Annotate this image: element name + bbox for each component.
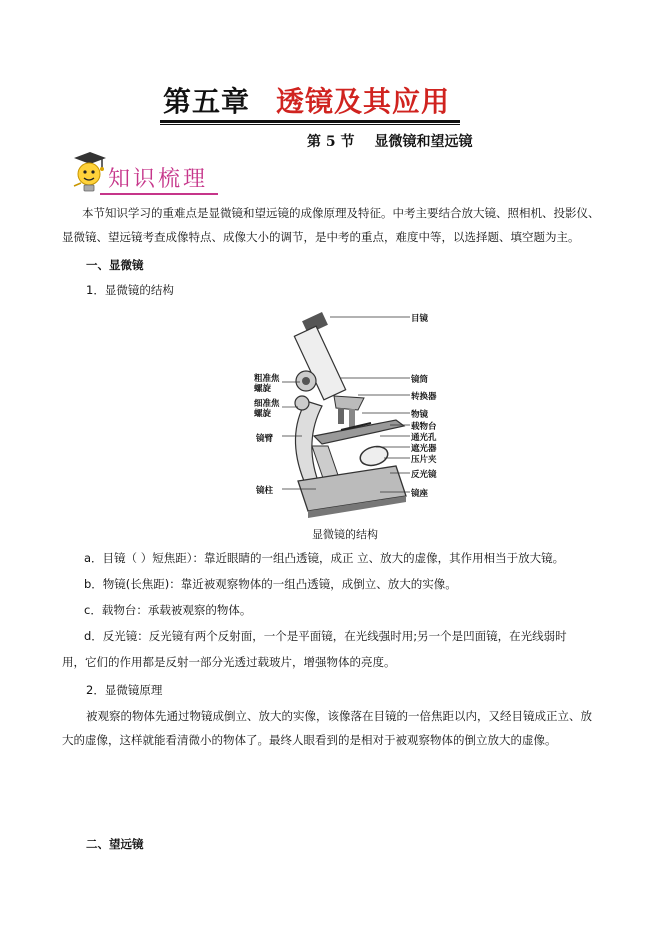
line-eyepiece: a．目镜（ ）短焦距）：靠近眼睛的一组凸透镜，成正 立、放大的虚像，其作用相当于放大镜。 [84,551,565,565]
label-nosepiece: 转换器 [411,392,437,402]
intro-paragraph-line1: 本节知识学习的重难点是显微镜和望远镜的成像原理及特征。中考主要结合放大镜、照相机、投影仪、 [82,206,600,220]
label-coarse-focus-2: 螺旋 [254,384,272,394]
knowledge-header-underline [100,193,218,195]
label-mirror: 反光镜 [411,470,437,480]
title-rule [160,120,460,123]
label-tube: 镜筒 [411,375,429,385]
principle-line2: 大的虚像，这样就能看清微小的物体了。最终人眼看到的是相对于被观察物体的倒立放大的虚像。 [62,733,557,747]
label-aperture: 通光孔 [411,433,437,443]
label-eyepiece: 目镜 [411,314,429,324]
intro-paragraph-line2: 显微镜、望远镜考查成像特点、成像大小的调节，是中考的重点，难度中等，以选择题、填空题为主。 [62,230,580,244]
label-fine-focus: 细准焦 [254,399,280,409]
title-rule-thin [160,124,460,125]
item-principle: 2．显微镜原理 [86,683,163,697]
label-leader-lines [280,310,412,500]
heading-microscope: 一、显微镜 [86,258,144,272]
knowledge-header: 知识梳理 [108,167,209,192]
label-stage: 载物台 [411,422,437,432]
figure-caption: 显微镜的结构 [312,528,378,541]
item-structure: 1．显微镜的结构 [86,283,174,297]
label-coarse-focus: 粗准焦 [254,374,280,384]
section-title [307,131,473,151]
line-objective: b．物镜(长焦距)：靠近被观察物体的一组凸透镜，成倒立、放大的实像。 [84,577,457,591]
label-fine-focus-2: 螺旋 [254,409,272,419]
label-pillar: 镜柱 [256,486,274,496]
chapter-title: 透镜及其应用 [276,85,451,118]
line-stage: c．载物台：承载被观察的物体。 [84,603,252,617]
lightbulb-graduate-icon [68,150,108,194]
heading-telescope: 二、望远镜 [86,837,144,851]
section-number: 第 5 节 [307,134,355,150]
line-mirror-1: d．反光镜：反光镜有两个反射面，一个是平面镜，在光线强时用;另一个是凹面镜，在光线弱时 [84,629,567,643]
principle-line1: 被观察的物体先通过物镜成倒立、放大的实像，该像落在目镜的一倍焦距以内，又经目镜成正立、放 [86,709,592,723]
label-diaphragm: 遮光器 [411,444,437,454]
chapter-number: 第五章 [163,85,251,118]
label-arm: 镜臂 [256,434,274,444]
section-name: 显微镜和望远镜 [374,134,473,150]
label-base: 镜座 [411,489,429,499]
line-mirror-2: 用，它们的作用都是反射一部分光透过载玻片，增强物体的亮度。 [62,655,396,669]
label-objective: 物镜 [411,410,429,420]
label-clip: 压片夹 [411,455,437,465]
